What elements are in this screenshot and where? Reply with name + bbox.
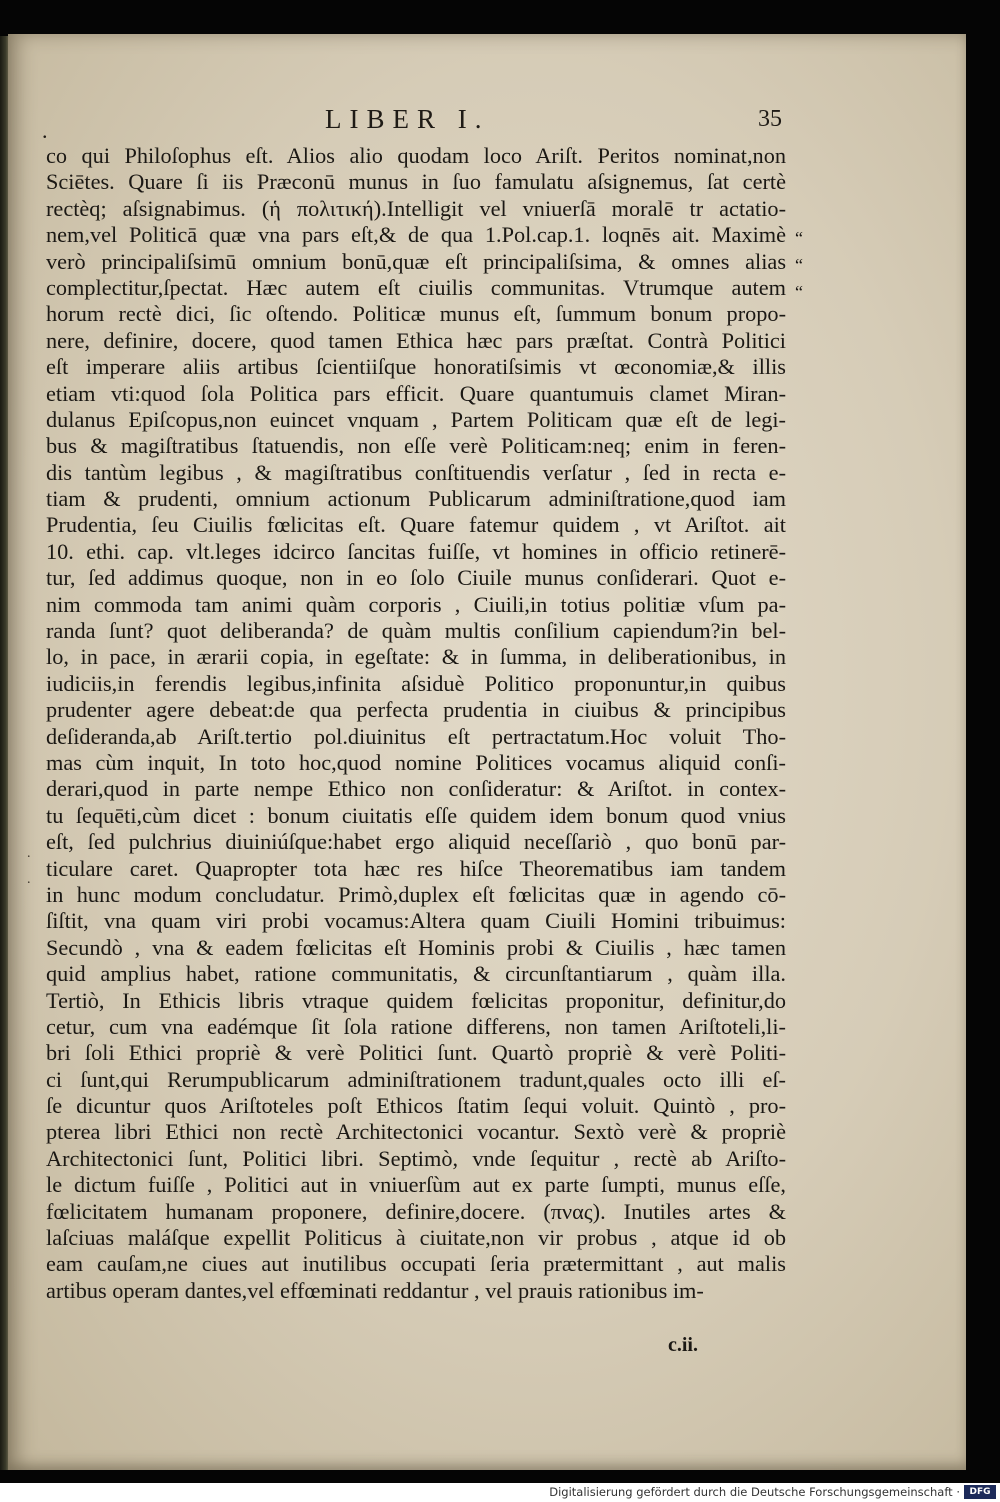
text-line: le dictum fuiſſe , Politici aut in vniuerſùm aut ex parte ſumpti, munus eſſe, bbox=[46, 1172, 786, 1198]
text-line: quid amplius habet, ratione communitatis, & circunſtantiarum , quàm illa. bbox=[46, 961, 786, 987]
body-text bbox=[46, 143, 786, 1304]
text-line: Architectonici ſunt, Politici libri. Septimò, vnde ſequitur , rectè ab Ariſto- bbox=[46, 1145, 786, 1171]
text-line: artibus operam dantes,vel effœminati reddantur , vel prauis rationibus im- bbox=[46, 1277, 704, 1303]
header-mark: . bbox=[42, 118, 48, 143]
text-line: pterea libri Ethici non rectè Architectonici vocantur. Sextò verè & propriè bbox=[46, 1119, 786, 1145]
text-line: dis tantùm legibus , & magiſtratibus conſtituendis verſatur , ſed in recta e- bbox=[46, 459, 786, 485]
text-line: tu ſequēti,cùm dicet : bonum ciuitatis eſſe quidem idem bonum quod vnius bbox=[46, 802, 786, 828]
running-title: LIBER I. bbox=[325, 104, 490, 134]
text-line: mas cùm inquit, In toto hoc,quod nomine Politices vocamus aliquid conſi- bbox=[46, 749, 786, 775]
text-line: eam cauſam,ne ciues aut inutilibus occupati ſeria prætermittant , aut malis bbox=[46, 1251, 786, 1277]
text-line: 10. ethi. cap. vlt.leges idcirco ſancitas fuiſſe, vt homines in officio retinerē- bbox=[46, 538, 786, 564]
page-number: 35 bbox=[758, 106, 782, 132]
page-header bbox=[0, 104, 1000, 143]
text-line: iudiciis,in ferendis legibus,infinita aſsiduè Politico proponuntur,in quibus bbox=[46, 670, 786, 696]
text-line: deſideranda,ab Ariſt.tertio pol.diuinitus eſt pertractatum.Hoc voluit Tho- bbox=[46, 723, 786, 749]
text-line: dulanus Epiſcopus,non euincet vnquam , Partem Politicam quæ eſt de legi- bbox=[46, 406, 786, 432]
text-line: horum rectè dici, ſic oſtendo. Politicæ munus eſt, ſummum bonum propo- bbox=[46, 301, 786, 327]
text-line: rectèq; aſsignabimus. (ἡ πολιτική).Intelligit vel vniuerſā moralē tr actatio- bbox=[46, 195, 786, 221]
footer-credit: Digitalisierung gefördert durch die Deutsche Forschungsgemeinschaft · bbox=[549, 1485, 960, 1499]
signature-mark: c.ii. bbox=[668, 1334, 698, 1356]
text-line: ticulare caret. Quapropter tota hæc res hiſce Theorematibus iam tandem bbox=[46, 855, 786, 881]
text-line: prudenter agere debeat:de qua perfecta prudentia in ciuibus & principibus bbox=[46, 697, 786, 723]
text-line: eſt imperare aliis artibus ſcientiiſque honoratiſsimis vt œconomiæ,& illis bbox=[46, 354, 786, 380]
text-line: lo, in pace, in ærarii copia, in egeſtate: & in ſumma, in deliberationibus, in bbox=[46, 644, 786, 670]
margin-quote-mark: “ bbox=[795, 255, 803, 275]
text-line: in hunc modum concludatur. Primò,duplex eſt fœlicitas quæ in agendo cō- bbox=[46, 881, 786, 907]
text-line: etiam vti:quod ſola Politica pars efficit. Quare quantumuis clamet Miran- bbox=[46, 380, 786, 406]
text-line: Sciētes. Quare ſi iis Præconū munus in ſuo famulatu aſsignemus, ſat certè bbox=[46, 169, 786, 195]
footer-bar bbox=[0, 1483, 1000, 1502]
text-line: ſiſtit, vna quam viri probi vocamus:Altera quam Ciuili Homini tribuimus: bbox=[46, 908, 786, 934]
text-line: tur, ſed addimus quoque, non in eo ſolo Ciuile munus conſiderari. Quot e- bbox=[46, 565, 786, 591]
text-line: complectitur,ſpectat. Hæc autem eſt ciuilis communitas. Vtrumque autem bbox=[46, 274, 786, 300]
text-line: tiam & prudenti, omnium actionum Publicarum adminiſtratione,quod iam bbox=[46, 486, 786, 512]
text-line: bri ſoli Ethici propriè & verè Politici ſunt. Quartò propriè & verè Politi- bbox=[46, 1040, 786, 1066]
text-line: ci ſunt,qui Rerumpublicarum adminiſtrationem tradunt,quales octo illi eſ- bbox=[46, 1066, 786, 1092]
text-line: verò principaliſsimū omnium bonū,quæ eſt principaliſsima, & omnes alias bbox=[46, 248, 786, 274]
text-line: Secundò , vna & eadem fœlicitas eſt Hominis probi & Ciuilis , hæc tamen bbox=[46, 934, 786, 960]
text-line: co qui Philoſophus eſt. Alios alio quodam loco Ariſt. Peritos nominat,non bbox=[46, 143, 786, 168]
text-line: nim commoda tam animi quàm corporis , Ciuili,in totius politiæ vſum pa- bbox=[46, 591, 786, 617]
text-line: bus & magiſtratibus ſtatuendis, non eſſe verè Politicam:neq; enim in feren- bbox=[46, 433, 786, 459]
text-line: Prudentia, ſeu Ciuilis fœlicitas eſt. Quare fatemur quidem , vt Ariſtot. ait bbox=[46, 512, 786, 538]
margin-quote-mark: “ bbox=[795, 228, 803, 248]
text-line: randa ſunt? quot deliberanda? de quàm multis conſilium capiendum?in bel- bbox=[46, 618, 786, 644]
margin-bullet: . bbox=[27, 846, 31, 861]
text-line: laſciuas maláſque expellit Politicus à ciuitate,non vir probus , atque id ob bbox=[46, 1225, 786, 1251]
text-line: derari,quod in parte nempe Ethico non conſideratur: & Ariſtot. in contex- bbox=[46, 776, 786, 802]
text-line: fœlicitatem humanam proponere, definire,docere. (πνας). Inutiles artes & bbox=[46, 1198, 786, 1224]
text-line: eſt, ſed pulchrius diuiniúſque:habet ergo aliquid neceſſariò , quo bonū par- bbox=[46, 829, 786, 855]
text-line: cetur, cum vna eadémque ſit ſola ratione differens, non tamen Ariſtoteli,li- bbox=[46, 1013, 786, 1039]
margin-quote-mark: “ bbox=[795, 282, 803, 302]
text-line: nere, definire, docere, quod tamen Ethica hæc pars præſtat. Contrà Politici bbox=[46, 327, 786, 353]
text-line: nem,vel Politicā quæ vna pars eſt,& de qua 1.Pol.cap.1. loqnēs ait. Maximè bbox=[46, 222, 786, 248]
dfg-logo: DFG bbox=[964, 1485, 996, 1499]
text-line: Tertiò, In Ethicis libris vtraque quidem fœlicitas proponitur, definitur,do bbox=[46, 987, 786, 1013]
margin-bullet: . bbox=[27, 872, 31, 887]
text-line: ſe dicuntur quos Ariſtoteles poſt Ethicos ſtatim ſequi voluit. Quintò , pro- bbox=[46, 1093, 786, 1119]
